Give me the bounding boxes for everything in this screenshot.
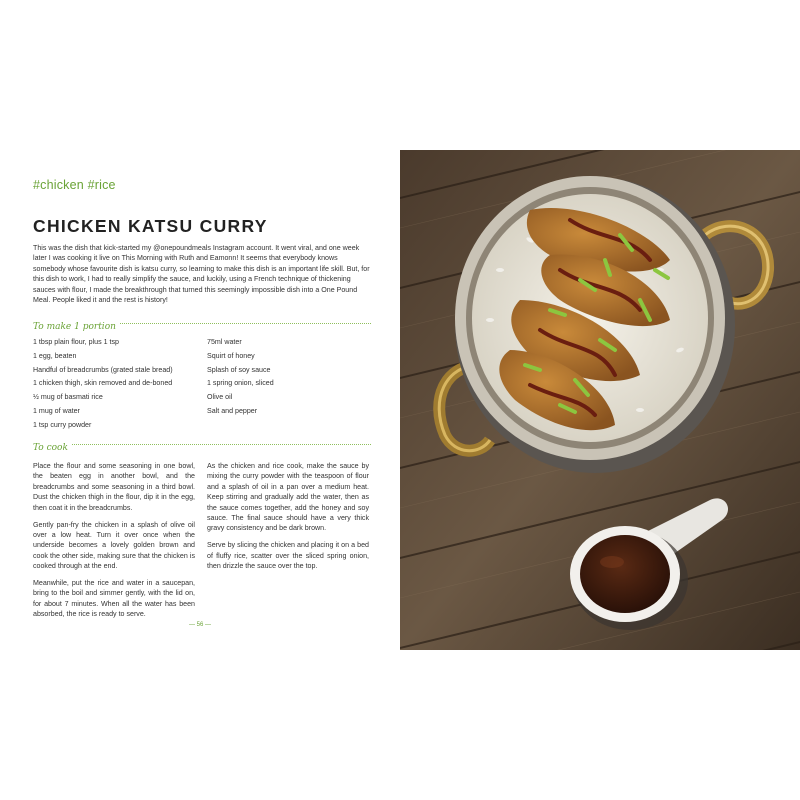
section-heading-portion (33, 316, 371, 332)
method-step: Place the flour and some seasoning in one bowl, the beaten egg in another bowl, and the breadcrumbs and some seasoning in a third bowl. Dust the chicken thigh in the flour, dip it in the egg, then coat it in the breadcrumbs. (33, 462, 195, 512)
ingredient-item: 1 mug of water (33, 406, 80, 415)
ingredient-item: Olive oil (207, 393, 233, 402)
recipe-title: CHICKEN KATSU CURRY (33, 216, 268, 236)
ingredient-item: 1 spring onion, sliced (207, 379, 274, 388)
method-step: As the chicken and rice cook, make the sauce by mixing the curry powder with the teaspoon of flour and a splash of oil in a pan over a medium heat. Keep stirring and gradually add the water, then as the sauce comes together, add the honey and soy sauce. The final sauce should have a very thick gravy consistency and be dark brown. (207, 462, 369, 533)
ingredient-item: Handful of breadcrumbs (grated stale bread) (33, 365, 173, 374)
katsu-curry-photo (400, 150, 800, 650)
method-step: Gently pan-fry the chicken in a splash of olive oil over a low heat. Turn it over once when the underside becomes a lovely golden brown and cook the other side, making sure that the chicken is cooked through at the end. (33, 520, 195, 571)
dotted-rule (33, 444, 371, 445)
ingredient-item: Splash of soy sauce (207, 365, 271, 374)
ingredient-item: 1 egg, beaten (33, 351, 77, 360)
hashtags: #chicken #rice (33, 178, 116, 192)
ingredient-item: 1 chicken thigh, skin removed and de-boned (33, 379, 173, 388)
ingredient-item: 1 tbsp plain flour, plus 1 tsp (33, 338, 119, 346)
page-number: — 56 — (188, 622, 211, 628)
method-column-left (33, 461, 195, 626)
section-label: To cook (33, 443, 72, 453)
ingredient-item: 75ml water (207, 338, 242, 346)
ingredient-item: 1 tsp curry powder (33, 420, 92, 429)
recipe-page (0, 150, 400, 650)
intro-paragraph: This was the dish that kick-started my @onepoundmeals Instagram account. It went viral, and one week later I was cooking it live on This Morning with Ruth and Eamonn! It seems that everybody knows somebody whose favourite dish is katsu curry, so learning to make this dish is an important life skill. But, for this dish to work, I had to really simplify the sauce, and luckily, using a French technique of thickening sauces with flour, I made the breakthrough that turned this seemingly impossible dish into a One Pound Meal. People liked it and the rest is history! (33, 244, 370, 305)
ingredients-list-left (33, 336, 173, 433)
method-step: Meanwhile, put the rice and water in a saucepan, bring to the boil and simmer gently, with the lid on, for about 7 minutes. When all the water has been absorbed, the rice is ready to serve. (33, 579, 195, 619)
section-heading-cook (33, 437, 371, 453)
food-photo (400, 150, 800, 650)
method-column-right (207, 461, 369, 578)
method-step: Serve by slicing the chicken and placing it on a bed of fluffy rice, scatter over the sliced spring onion, then drizzle the sauce over the top. (207, 541, 369, 571)
ingredient-item: ½ mug of basmati rice (33, 393, 103, 402)
ingredient-item: Salt and pepper (207, 406, 258, 415)
section-label: To make 1 portion (33, 322, 120, 332)
ingredient-item: Squirt of honey (207, 351, 255, 360)
book-spread (0, 150, 800, 650)
ingredients-list-right (207, 336, 274, 419)
